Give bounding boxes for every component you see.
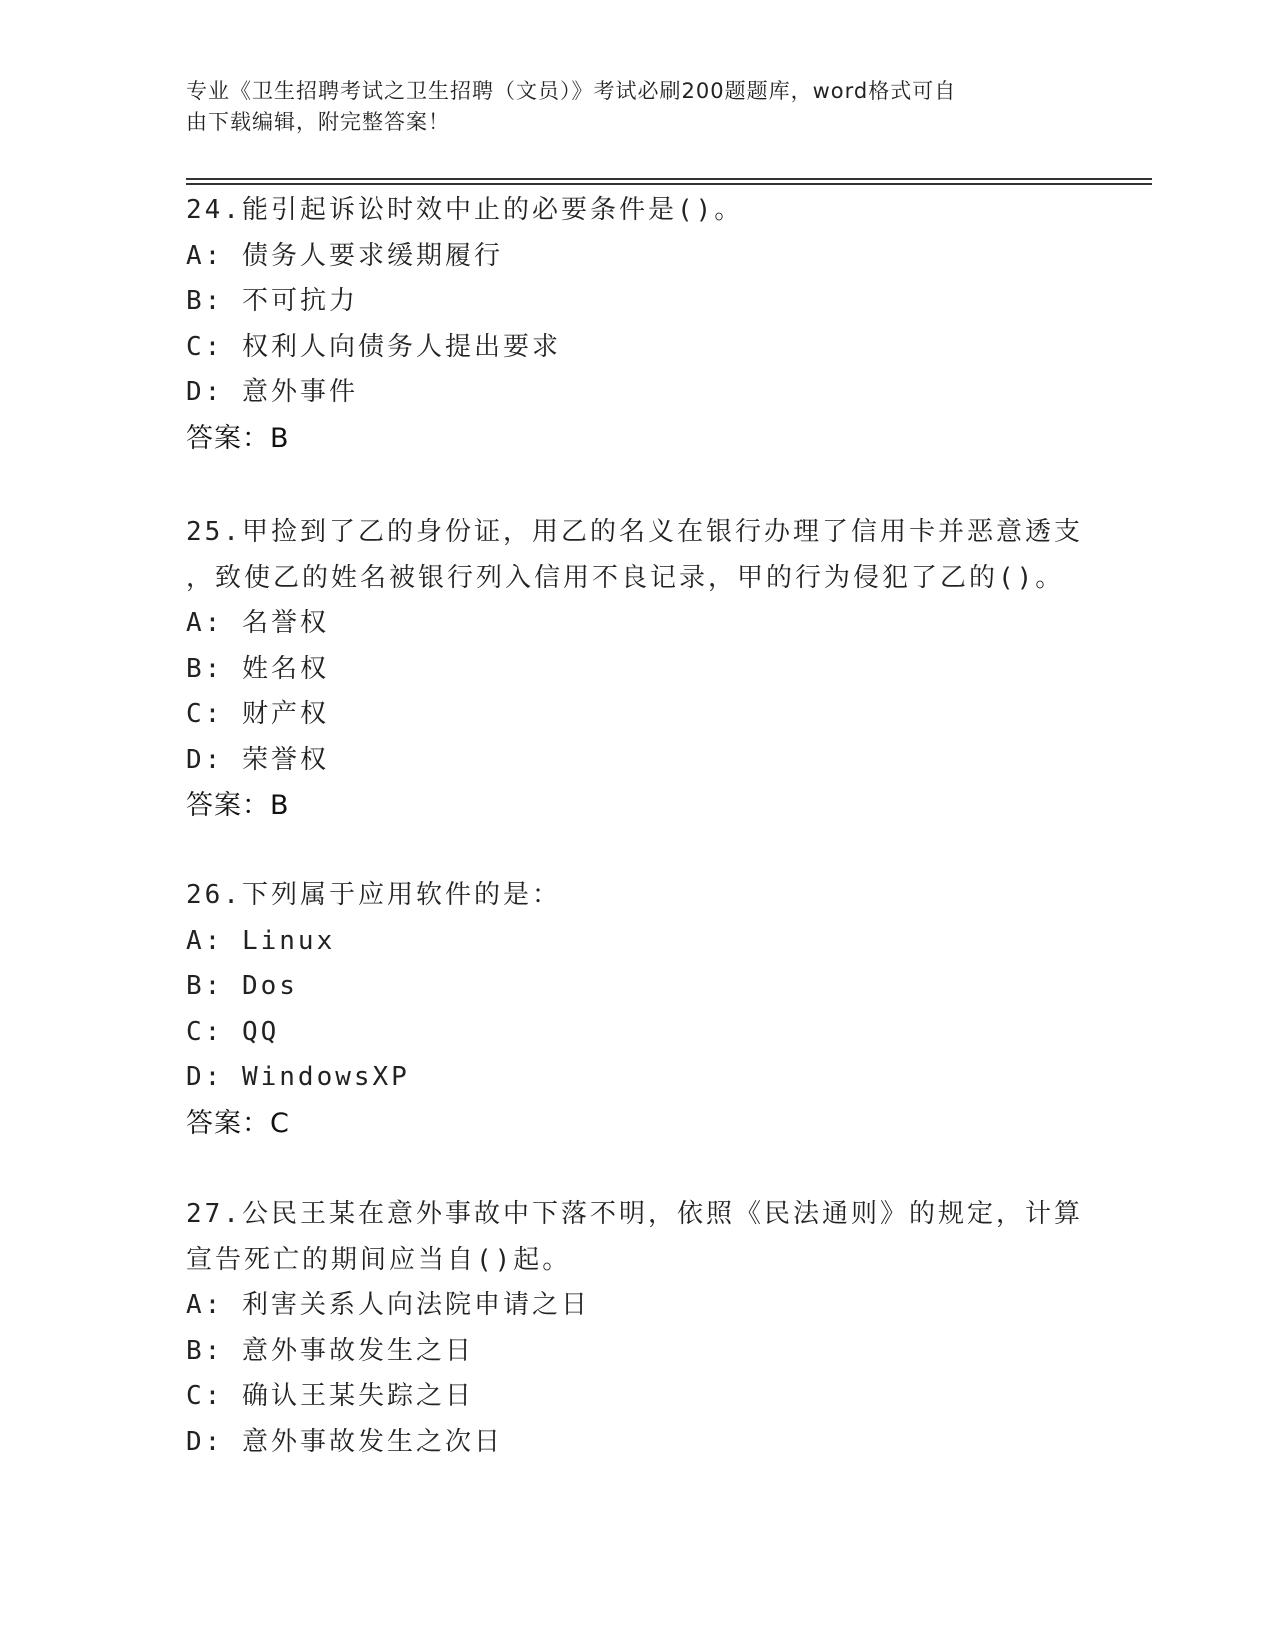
- question-stem-continued: ，致使乙的姓名被银行列入信用不良记录，甲的行为侵犯了乙的()。: [186, 562, 1065, 593]
- question-27: [186, 1192, 1086, 1465]
- option-a: A: 债务人要求缓期履行: [186, 240, 503, 271]
- header-line-2: 由下载编辑，附完整答案！: [186, 110, 450, 134]
- question-26: [186, 873, 1086, 1146]
- option-d: D: WindowsXP: [186, 1062, 410, 1092]
- option-b: B: 意外事故发生之日: [186, 1335, 474, 1366]
- document-header: [186, 76, 1086, 138]
- question-stem: 27.公民王某在意外事故中下落不明，依照《民法通则》的规定，计算: [186, 1199, 1083, 1229]
- question-stem: 25.甲捡到了乙的身份证，用乙的名义在银行办理了信用卡并恶意透支: [186, 517, 1083, 547]
- question-stem: 24.能引起诉讼时效中止的必要条件是()。: [186, 195, 744, 225]
- header-divider-top: [186, 178, 1152, 180]
- option-d: D: 荣誉权: [186, 744, 329, 775]
- option-b: B: 姓名权: [186, 653, 329, 684]
- option-c: C: 权利人向债务人提出要求: [186, 331, 561, 362]
- option-c: C: QQ: [186, 1016, 280, 1047]
- answer: 答案：B: [186, 790, 290, 821]
- option-d: D: 意外事件: [186, 377, 358, 407]
- question-stem: 26.下列属于应用软件的是：: [186, 880, 561, 910]
- answer: 答案：B: [186, 422, 290, 454]
- option-c: C: 确认王某失踪之日: [186, 1381, 474, 1411]
- header-divider-bottom: [186, 183, 1152, 185]
- option-b: B: 不可抗力: [186, 286, 358, 316]
- header-line-1: 专业《卫生招聘考试之卫生招聘（文员）》考试必刷200题题库，word格式可自: [186, 79, 957, 103]
- option-a: A: 利害关系人向法院申请之日: [186, 1290, 590, 1320]
- option-a: A: Linux: [186, 925, 336, 956]
- option-d: D: 意外事故发生之次日: [186, 1426, 503, 1457]
- answer: 答案：C: [186, 1107, 290, 1139]
- option-a: A: 名誉权: [186, 608, 329, 638]
- option-c: C: 财产权: [186, 699, 329, 729]
- question-stem-continued: 宣告死亡的期间应当自()起。: [186, 1244, 572, 1275]
- question-25: [186, 510, 1086, 829]
- question-24: [186, 188, 1086, 461]
- option-b: B: Dos: [186, 971, 298, 1001]
